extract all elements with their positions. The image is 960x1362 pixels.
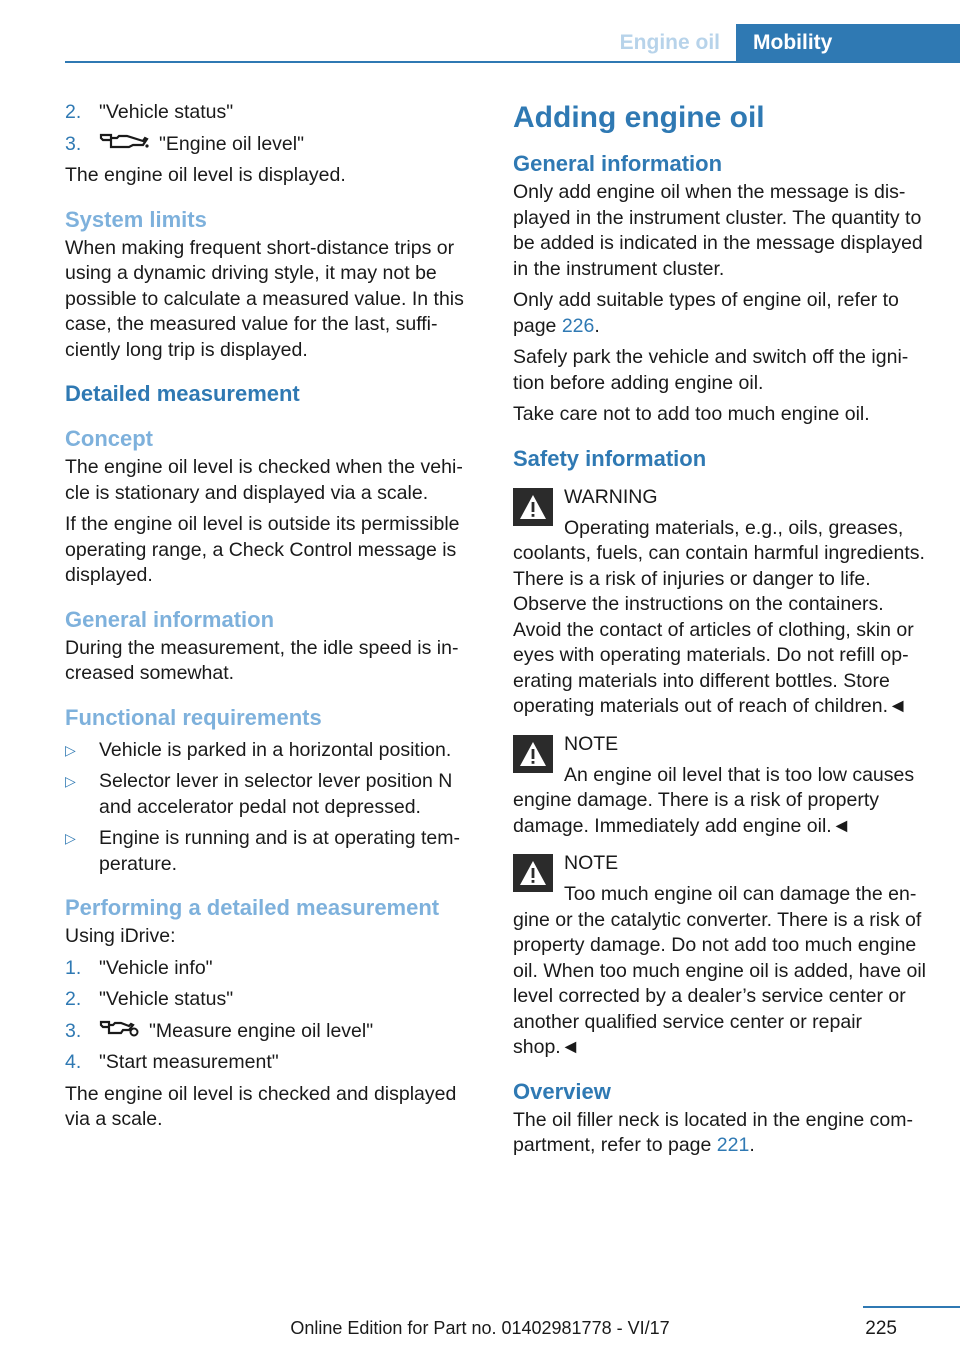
warning-triangle-icon xyxy=(513,488,553,526)
footer-rule xyxy=(863,1306,960,1308)
warning-triangle-icon xyxy=(513,854,553,892)
list-item: 4. "Start measurement" xyxy=(65,1050,473,1076)
step-number: 1. xyxy=(65,956,82,979)
page-number: 225 xyxy=(865,1318,897,1339)
paragraph: Only add suitable types of engine oil, refer to page 226. xyxy=(513,289,899,337)
note-label: NOTE xyxy=(564,732,619,755)
heading-general-information: General information xyxy=(65,606,275,632)
step-number: 3. xyxy=(65,132,82,155)
header-chapter-tab: Mobility xyxy=(736,24,960,61)
bullet-icon: ▷ xyxy=(65,741,76,758)
paragraph: The engine oil level is checked and displayed via a scale. xyxy=(65,1082,457,1131)
requirements-list xyxy=(65,738,473,878)
step-number: 4. xyxy=(65,1051,82,1074)
note-text: An engine oil level that is too low causes engine damage. There is a risk of property damage. Immediately add engine oil.◄ xyxy=(513,763,915,837)
step-number: 2. xyxy=(65,101,82,123)
list-item: ▷ Vehicle is parked in a horizontal position. xyxy=(65,738,473,764)
note-text: Too much engine oil can damage the engine or the catalytic converter. There is a risk of property damage. Do not add too much engine oil. When too much engine oil is added, have oil level corrected by a dealer’s service center or another qualified service center or repair shop.◄ xyxy=(513,883,927,1058)
heading-overview: Overview xyxy=(513,1078,611,1104)
left-column xyxy=(65,100,473,1139)
paragraph: If the engine oil level is outside its permissible operating range, a Check Control message is displayed. xyxy=(65,513,460,587)
list-item: 2. "Vehicle status" xyxy=(65,987,473,1013)
heading-concept: Concept xyxy=(65,426,153,452)
page-link-221[interactable]: 221 xyxy=(716,1134,750,1156)
paragraph: During the measurement, the idle speed is increased somewhat. xyxy=(65,636,459,685)
heading-detailed-measurement: Detailed measurement xyxy=(65,381,300,407)
step-list-a xyxy=(65,100,473,157)
oil-can-icon xyxy=(99,132,149,158)
right-column xyxy=(513,100,929,1165)
paragraph: Only add engine oil when the message is displayed in the instrument cluster. The quantity to be added is indicated in the message displayed in the instrument cluster. xyxy=(513,181,923,280)
step-number: 2. xyxy=(65,988,82,1011)
note-box xyxy=(513,851,929,1061)
heading-safety-information: Safety information xyxy=(513,445,707,471)
warning-label: WARNING xyxy=(564,485,658,508)
list-item xyxy=(65,100,473,126)
paragraph: When making frequent short-distance trips or using a dynamic driving style, it may not be possible to calculate a measured value. In this case, the measured value for the last, sufficiently long trip is displayed. xyxy=(65,236,464,361)
bullet-icon: ▷ xyxy=(65,830,76,847)
header-rule xyxy=(65,61,960,63)
list-item xyxy=(65,132,473,158)
oil-can-measure-icon xyxy=(99,1019,139,1045)
list-item: 3. "Measure engine oil level" xyxy=(65,1019,473,1045)
page-header xyxy=(0,24,960,64)
list-item: ▷ Selector lever in selector lever position N and accelerator pedal not depressed. xyxy=(65,770,453,818)
note-label: NOTE xyxy=(564,852,619,874)
paragraph: Safely park the vehicle and switch off the ignition before adding engine oil. xyxy=(513,346,909,394)
warning-triangle-icon xyxy=(513,735,553,773)
step-list-b xyxy=(65,956,473,1076)
step-text: "Engine oil level" xyxy=(159,132,305,155)
step-number: 3. xyxy=(65,1019,82,1042)
list-item: ▷ Engine is running and is at operating temperature. xyxy=(65,827,460,875)
heading-general-information: General information xyxy=(513,151,723,176)
paragraph: The engine oil level is checked when the vehicle is stationary and displayed via a scale. xyxy=(65,456,463,504)
heading-system-limits: System limits xyxy=(65,206,207,232)
list-item: 1. "Vehicle info" xyxy=(65,956,473,982)
paragraph: The oil filler neck is located in the engine compartment, refer to page 221. xyxy=(513,1108,913,1156)
step-text: "Vehicle status" xyxy=(99,101,234,123)
page-link-226[interactable]: 226 xyxy=(561,314,595,337)
heading-adding-engine-oil: Adding engine oil xyxy=(513,101,765,134)
bullet-icon: ▷ xyxy=(65,773,76,790)
footer-edition: Online Edition for Part no. 01402981778 - VI/17 xyxy=(290,1318,670,1338)
paragraph: Using iDrive: xyxy=(65,925,176,948)
heading-performing-measurement: Performing a detailed measurement xyxy=(65,895,440,921)
note-box xyxy=(513,732,929,840)
warning-box xyxy=(513,485,929,720)
heading-functional-requirements: Functional requirements xyxy=(65,704,322,730)
paragraph: The engine oil level is displayed. xyxy=(65,164,346,187)
warning-text: Operating materials, e.g., oils, greases, coolants, fuels, can contain harmful ingredients. There is a risk of injuries or danger to life. Observe the instructions on the containers. Avoid the contact of articles of clothing, skin or eyes with operating materials. Do not refill operating materials into different bottles. Store operating materials out of reach of children.◄ xyxy=(513,516,925,717)
header-section-title: Engine oil xyxy=(619,31,720,54)
paragraph: Take care not to add too much engine oil. xyxy=(513,403,870,425)
